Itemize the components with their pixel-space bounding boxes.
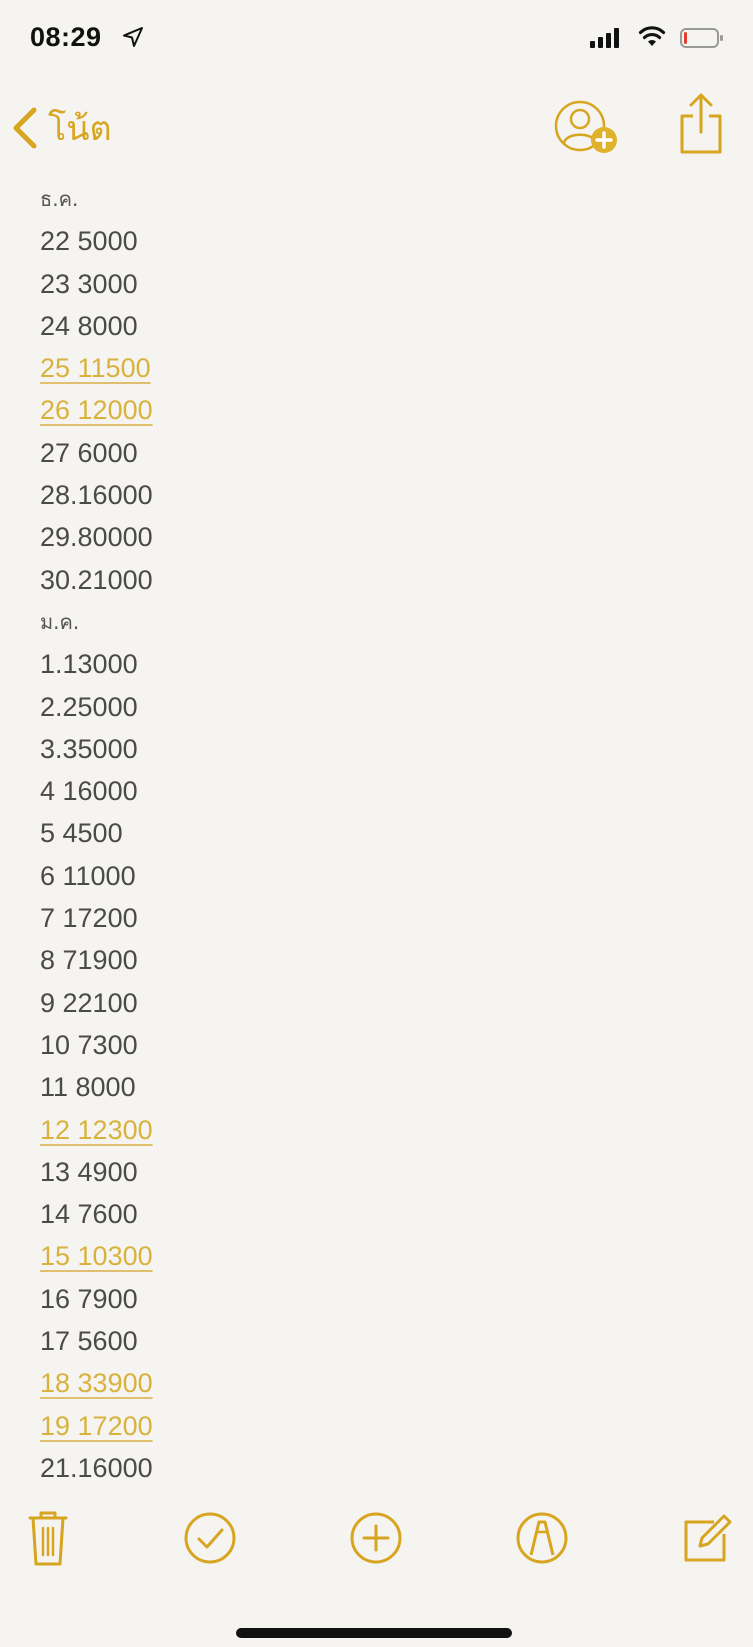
back-label: โน้ต xyxy=(48,109,112,149)
note-line: 23 3000 xyxy=(40,268,138,299)
battery-icon xyxy=(680,27,724,49)
markup-icon xyxy=(518,1514,566,1562)
note-line: 30.21000 xyxy=(40,564,153,595)
note-line-link[interactable]: 19 17200 xyxy=(40,1410,153,1441)
cellular-signal-icon xyxy=(590,28,620,48)
trash-icon xyxy=(30,1513,66,1564)
note-month-heading: ธ.ค. xyxy=(40,187,79,211)
checklist-button[interactable] xyxy=(180,1508,240,1568)
note-month-heading: ม.ค. xyxy=(40,609,80,634)
share-button[interactable] xyxy=(676,90,726,158)
location-arrow-icon xyxy=(122,26,144,48)
note-line: 7 17200 xyxy=(40,903,138,934)
note-body[interactable] xyxy=(40,178,720,1489)
note-line: 27 6000 xyxy=(40,437,138,468)
compose-icon xyxy=(686,1516,730,1560)
status-bar xyxy=(0,0,753,80)
chevron-left-icon xyxy=(10,106,40,150)
note-line: 5 4500 xyxy=(40,818,123,849)
back-button[interactable] xyxy=(10,98,112,158)
note-line: 1.13000 xyxy=(40,649,138,680)
note-line: 11 8000 xyxy=(40,1072,136,1103)
note-line: 21.16000 xyxy=(40,1452,153,1483)
note-line: 16 7900 xyxy=(40,1283,138,1314)
wifi-icon xyxy=(638,24,666,48)
note-line: 10 7300 xyxy=(40,1029,138,1060)
note-line: 29.80000 xyxy=(40,522,153,553)
note-line-link[interactable]: 12 12300 xyxy=(40,1114,153,1145)
markup-button[interactable] xyxy=(512,1508,572,1568)
note-line-link[interactable]: 26 12000 xyxy=(40,395,153,426)
add-button[interactable] xyxy=(346,1508,406,1568)
note-line: 28.16000 xyxy=(40,480,153,511)
note-line: 22 5000 xyxy=(40,226,138,257)
note-line: 13 4900 xyxy=(40,1156,138,1187)
note-line: 8 71900 xyxy=(40,945,138,976)
note-line: 24 8000 xyxy=(40,310,138,341)
note-line: 9 22100 xyxy=(40,987,138,1018)
note-line: 3.35000 xyxy=(40,733,138,764)
bottom-toolbar xyxy=(0,1508,753,1578)
trash-button[interactable] xyxy=(18,1508,78,1568)
note-line: 2.25000 xyxy=(40,691,138,722)
add-people-button[interactable] xyxy=(550,96,622,160)
note-line-link[interactable]: 15 10300 xyxy=(40,1241,153,1272)
navigation-bar xyxy=(0,90,753,170)
add-icon xyxy=(352,1514,400,1562)
note-line-link[interactable]: 18 33900 xyxy=(40,1368,153,1399)
status-time: 08:29 xyxy=(30,22,102,52)
compose-button[interactable] xyxy=(678,1508,738,1568)
note-line: 6 11000 xyxy=(40,860,136,891)
note-line: 4 16000 xyxy=(40,776,138,807)
home-indicator xyxy=(236,1628,512,1638)
checklist-icon xyxy=(186,1514,234,1562)
note-line-link[interactable]: 25 11500 xyxy=(40,353,151,384)
note-line: 17 5600 xyxy=(40,1326,138,1357)
note-line: 14 7600 xyxy=(40,1199,138,1230)
